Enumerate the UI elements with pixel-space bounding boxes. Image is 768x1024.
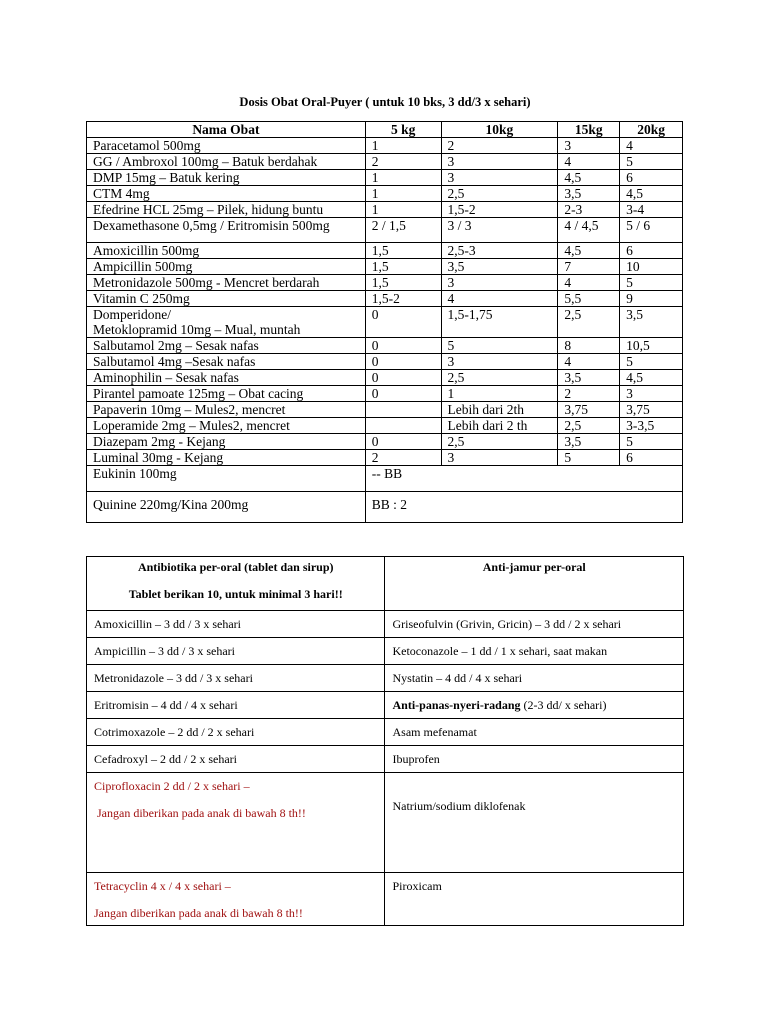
tetra-dosage: Tetracyclin 4 x / 4 x sehari – xyxy=(94,879,231,893)
antibiotic-cell: Eritromisin – 4 dd / 4 x sehari xyxy=(87,692,385,719)
dose-cell: 4,5 xyxy=(558,170,620,186)
dose-row xyxy=(87,138,683,154)
tetra-warning-cell xyxy=(87,873,385,926)
header-antibiotika xyxy=(87,557,385,611)
dose-row-quinine xyxy=(87,492,683,523)
dose-cell: 4 xyxy=(558,154,620,170)
dose-cell: 3 / 3 xyxy=(441,218,558,243)
right-column-cell: Natrium/sodium diklofenak xyxy=(385,773,684,873)
dose-cell: 2,5 xyxy=(558,418,620,434)
dose-row xyxy=(87,202,683,218)
antibiotic-cell: Cotrimoxazole – 2 dd / 2 x sehari xyxy=(87,719,385,746)
dose-row xyxy=(87,243,683,259)
right-column-cell: Ketoconazole – 1 dd / 1 x sehari, saat makan xyxy=(385,638,684,665)
drug-name-cell: Dexamethasone 0,5mg / Eritromisin 500mg xyxy=(87,218,366,243)
antibiotic-cell: Ampicillin – 3 dd / 3 x sehari xyxy=(87,638,385,665)
dose-cell: 0 xyxy=(365,307,441,323)
dose-cell: 0 xyxy=(365,434,441,450)
dose-cell: 2-3 xyxy=(558,202,620,218)
dose-cell: 1 xyxy=(365,138,441,154)
header-anti-jamur: Anti-jamur per-oral xyxy=(385,557,684,611)
dose-cell: 0 xyxy=(365,386,441,402)
drug-name-cell: CTM 4mg xyxy=(87,186,366,202)
drug-name-cell: Paracetamol 500mg xyxy=(87,138,366,154)
dose-cell: 1,5 xyxy=(365,275,441,291)
dose-row xyxy=(87,354,683,370)
dose-cell: 4,5 xyxy=(620,370,683,386)
dose-cell: 1,5 xyxy=(365,259,441,275)
dose-cell: 5 xyxy=(620,434,683,450)
antibiotic-cell: Cefadroxyl – 2 dd / 2 x sehari xyxy=(87,746,385,773)
dose-cell: 9 xyxy=(620,291,683,307)
drug-name-cell: Vitamin C 250mg xyxy=(87,291,366,307)
right-column-cell: Piroxicam xyxy=(385,873,684,926)
tetra-warning-text: Jangan diberikan pada anak di bawah 8 th!! xyxy=(94,906,303,920)
dose-cell xyxy=(365,402,441,418)
drug-name-cell: Ampicillin 500mg xyxy=(87,259,366,275)
dose-row xyxy=(87,434,683,450)
dose-cell: 3,75 xyxy=(558,402,620,418)
cipro-dosage: Ciprofloxacin 2 dd / 2 x sehari – xyxy=(94,779,250,793)
dose-cell: 10 xyxy=(620,259,683,275)
dose-cell: 6 xyxy=(620,170,683,186)
dose-cell: 3,5 xyxy=(558,370,620,386)
drug-name-cell: DMP 15mg – Batuk kering xyxy=(87,170,366,186)
dose-row xyxy=(87,402,683,418)
dose-cell: 5,5 xyxy=(558,291,620,307)
document-title: Dosis Obat Oral-Puyer ( untuk 10 bks, 3 dd/3 x sehari) xyxy=(239,95,531,109)
dose-cell xyxy=(558,322,620,338)
dose-cell: 4 xyxy=(620,138,683,154)
drug-name-cell: Papaverin 10mg – Mules2, mencret xyxy=(87,402,366,418)
dose-cell xyxy=(441,322,558,338)
medication-table-body xyxy=(87,611,684,926)
dose-cell: -- BB xyxy=(365,466,682,492)
dose-row xyxy=(87,450,683,466)
dose-cell: 2 xyxy=(441,138,558,154)
medication-row-tetra xyxy=(87,873,684,926)
dose-cell: 5 xyxy=(558,450,620,466)
dose-cell: 4 / 4,5 xyxy=(558,218,620,243)
anti-panas-heading: Anti-panas-nyeri-radang xyxy=(392,698,521,712)
dose-row xyxy=(87,307,683,323)
dose-cell: 2,5-3 xyxy=(441,243,558,259)
dose-row xyxy=(87,418,683,434)
dose-row xyxy=(87,218,683,243)
drug-name-cell: Quinine 220mg/Kina 200mg xyxy=(87,492,366,523)
dose-cell: 2,5 xyxy=(441,186,558,202)
drug-name-cell: Domperidone/ xyxy=(87,307,366,323)
dose-cell: 4,5 xyxy=(620,186,683,202)
dose-cell: 6 xyxy=(620,243,683,259)
anti-panas-dosage: (2-3 dd/ x sehari) xyxy=(520,698,607,712)
dose-table xyxy=(86,121,683,523)
header-20kg: 20kg xyxy=(620,122,683,138)
cipro-warning-cell xyxy=(87,773,385,873)
dose-cell: 1,5-1,75 xyxy=(441,307,558,323)
medication-row xyxy=(87,719,684,746)
cipro-warning-text: Jangan diberikan pada anak di bawah 8 th!! xyxy=(97,806,306,820)
medication-row xyxy=(87,638,684,665)
dose-row xyxy=(87,370,683,386)
dose-cell: 2 xyxy=(365,450,441,466)
dose-cell: BB : 2 xyxy=(365,492,682,523)
dose-cell: Lebih dari 2 th xyxy=(441,418,558,434)
medication-table xyxy=(86,556,684,926)
medication-row xyxy=(87,611,684,638)
drug-name-cell: GG / Ambroxol 100mg – Batuk berdahak xyxy=(87,154,366,170)
dose-cell: 3-3,5 xyxy=(620,418,683,434)
dose-cell: 5 xyxy=(441,338,558,354)
right-column-cell xyxy=(385,692,684,719)
right-column-cell: Asam mefenamat xyxy=(385,719,684,746)
dose-cell: 4 xyxy=(558,275,620,291)
dose-cell: 1,5-2 xyxy=(441,202,558,218)
dose-cell: 1,5-2 xyxy=(365,291,441,307)
drug-name-cell: Aminophilin – Sesak nafas xyxy=(87,370,366,386)
medication-row-cipro xyxy=(87,773,684,873)
dose-row xyxy=(87,186,683,202)
drug-name-cell: Salbutamol 2mg – Sesak nafas xyxy=(87,338,366,354)
dose-row xyxy=(87,170,683,186)
drug-name-cell: Loperamide 2mg – Mules2, mencret xyxy=(87,418,366,434)
dose-cell: 6 xyxy=(620,450,683,466)
dose-cell: 10,5 xyxy=(620,338,683,354)
dose-cell: 1 xyxy=(365,186,441,202)
dose-cell: 3 xyxy=(441,154,558,170)
dose-cell: 5 xyxy=(620,354,683,370)
antibiotic-cell: Metronidazole – 3 dd / 3 x sehari xyxy=(87,665,385,692)
dose-cell: 3 xyxy=(441,275,558,291)
right-column-cell: Ibuprofen xyxy=(385,746,684,773)
antibiotic-cell: Amoxicillin – 3 dd / 3 x sehari xyxy=(87,611,385,638)
dose-cell: 1,5 xyxy=(365,243,441,259)
dose-row xyxy=(87,154,683,170)
dose-cell: 3 xyxy=(441,354,558,370)
dose-row xyxy=(87,322,683,338)
dose-cell: 0 xyxy=(365,354,441,370)
dose-row xyxy=(87,259,683,275)
medication-row xyxy=(87,692,684,719)
dose-row xyxy=(87,386,683,402)
header-5kg: 5 kg xyxy=(365,122,441,138)
drug-name-cell: Metronidazole 500mg - Mencret berdarah xyxy=(87,275,366,291)
dose-cell: 5 / 6 xyxy=(620,218,683,243)
header-antibiotika-title: Antibiotika per-oral (tablet dan sirup) xyxy=(137,560,334,574)
dose-cell: 3,5 xyxy=(558,434,620,450)
right-column-cell: Nystatin – 4 dd / 4 x sehari xyxy=(385,665,684,692)
dose-cell: 3-4 xyxy=(620,202,683,218)
header-nama-obat: Nama Obat xyxy=(87,122,366,138)
dose-cell: 0 xyxy=(365,370,441,386)
dose-cell: 2,5 xyxy=(441,370,558,386)
drug-name-cell: Eukinin 100mg xyxy=(87,466,366,492)
dose-cell: 8 xyxy=(558,338,620,354)
medication-row xyxy=(87,665,684,692)
drug-name-cell: Pirantel pamoate 125mg – Obat cacing xyxy=(87,386,366,402)
drug-name-cell: Diazepam 2mg - Kejang xyxy=(87,434,366,450)
dose-cell: 3 xyxy=(441,450,558,466)
dose-cell: Lebih dari 2th xyxy=(441,402,558,418)
dose-row-eukinin xyxy=(87,466,683,492)
dose-cell xyxy=(620,322,683,338)
dose-cell: 5 xyxy=(620,275,683,291)
dose-cell: 3 xyxy=(620,386,683,402)
header-antibiotika-note: Tablet berikan 10, untuk minimal 3 hari!! xyxy=(128,587,343,601)
header-10kg: 10kg xyxy=(441,122,558,138)
dose-cell: 1 xyxy=(365,170,441,186)
header-15kg: 15kg xyxy=(558,122,620,138)
dose-cell: 4 xyxy=(441,291,558,307)
dose-cell: 2 xyxy=(558,386,620,402)
dose-cell: 0 xyxy=(365,338,441,354)
dose-cell: 3,5 xyxy=(558,186,620,202)
dose-table-header-row xyxy=(87,122,683,138)
dose-cell: 2 / 1,5 xyxy=(365,218,441,243)
dose-row xyxy=(87,275,683,291)
drug-name-cell: Salbutamol 4mg –Sesak nafas xyxy=(87,354,366,370)
drug-name-cell: Luminal 30mg - Kejang xyxy=(87,450,366,466)
medication-table-header-row xyxy=(87,557,684,611)
dose-row xyxy=(87,338,683,354)
dose-cell: 3,5 xyxy=(620,307,683,323)
dose-cell: 2,5 xyxy=(558,307,620,323)
dose-cell: 2 xyxy=(365,154,441,170)
right-column-cell: Griseofulvin (Grivin, Gricin) – 3 dd / 2 x sehari xyxy=(385,611,684,638)
dose-cell: 4 xyxy=(558,354,620,370)
medication-row xyxy=(87,746,684,773)
drug-name-cell: Efedrine HCL 25mg – Pilek, hidung buntu xyxy=(87,202,366,218)
dose-table-body xyxy=(87,138,683,523)
dose-cell xyxy=(365,322,441,338)
dose-cell: 5 xyxy=(620,154,683,170)
dose-cell: 2,5 xyxy=(441,434,558,450)
dose-cell: 3,5 xyxy=(441,259,558,275)
dose-cell: 1 xyxy=(365,202,441,218)
dose-cell: 3 xyxy=(558,138,620,154)
dose-cell: 3 xyxy=(441,170,558,186)
dose-cell: 7 xyxy=(558,259,620,275)
drug-name-cell: Metoklopramid 10mg – Mual, muntah xyxy=(87,322,366,338)
dose-cell xyxy=(365,418,441,434)
dose-cell: 4,5 xyxy=(558,243,620,259)
dose-cell: 3,75 xyxy=(620,402,683,418)
drug-name-cell: Amoxicillin 500mg xyxy=(87,243,366,259)
dose-row xyxy=(87,291,683,307)
dose-cell: 1 xyxy=(441,386,558,402)
